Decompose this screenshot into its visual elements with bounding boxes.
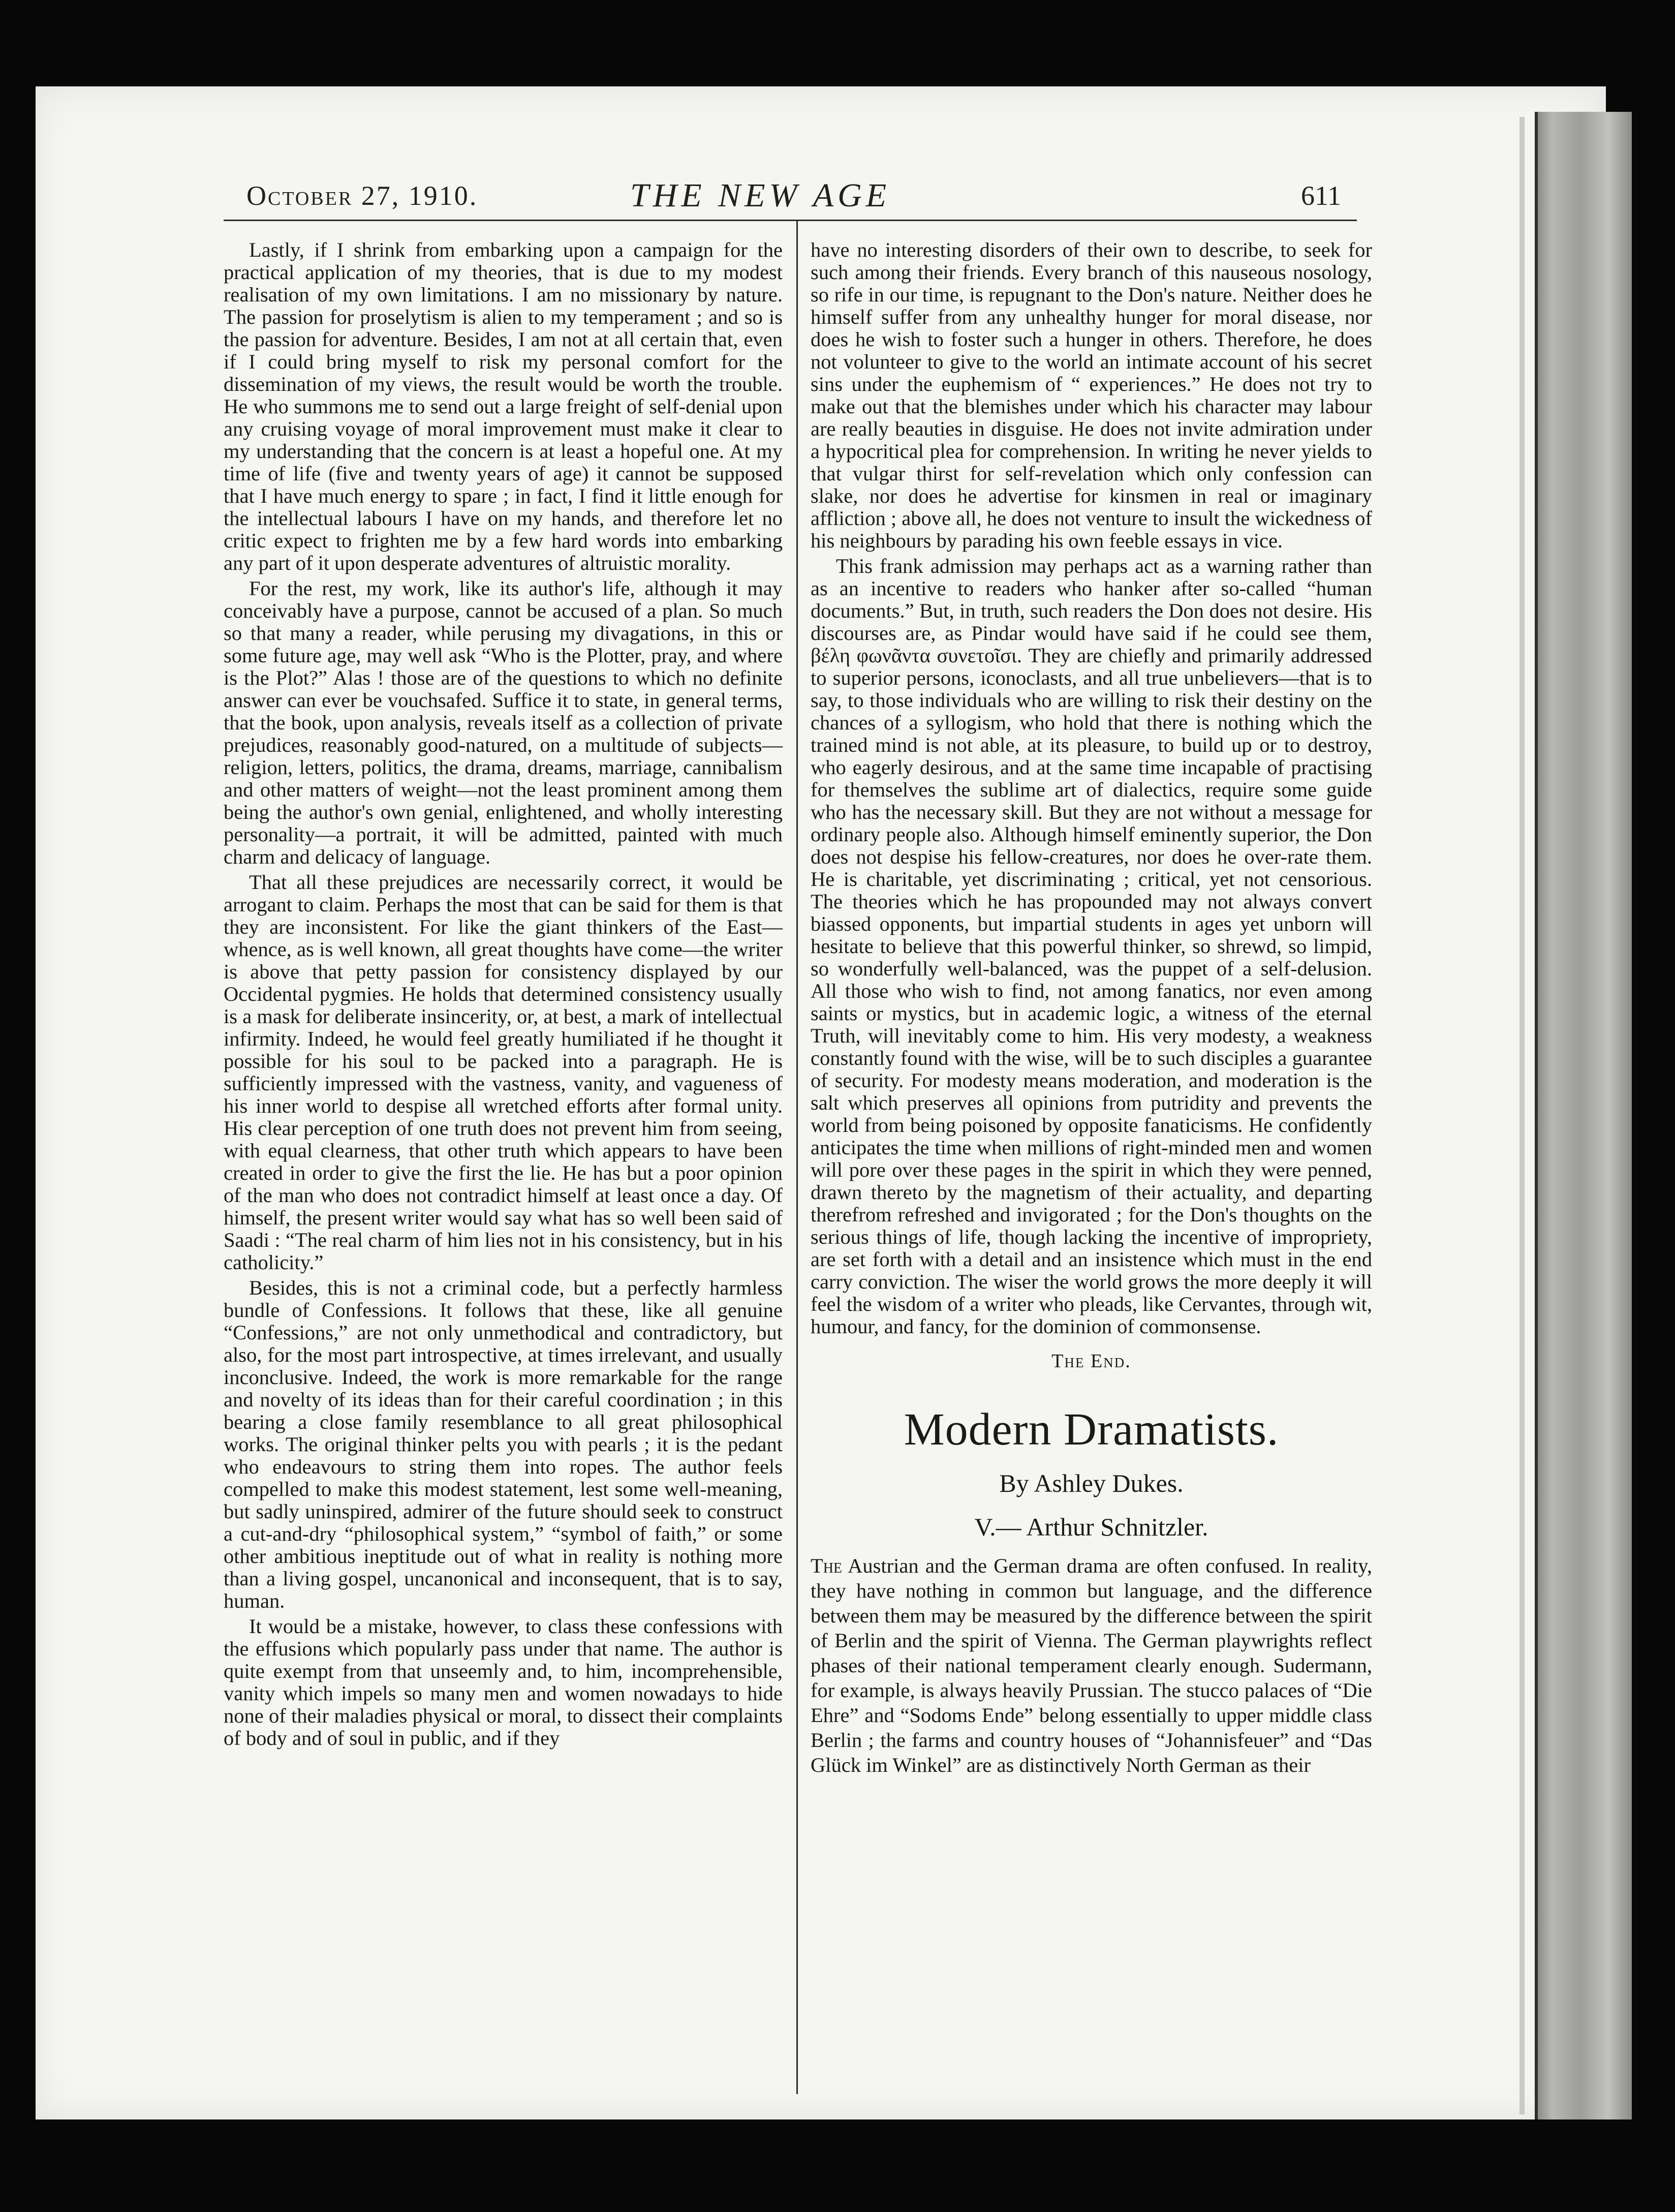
page-number: 611 bbox=[1301, 180, 1341, 211]
article-lead-in: The bbox=[811, 1554, 843, 1577]
article-title: Modern Dramatists. bbox=[904, 1404, 1279, 1455]
header-rule bbox=[224, 220, 1357, 221]
paragraph: Besides, this is not a criminal code, but a perfectly harmless bundle of Confessions. It follows that these, like all genuine “Confessions,” are not only unmethodical and contradictory, but also, for the most part introspective, at times irrelevant, and usually inconclusive. Indeed, the work is more remarkable for the range and novelty of its ideas than for their careful coordination ; in this bearing a close family resemblance to all great philosophical works. The original thinker pelts you with pearls ; it is the pedant who endeavours to string them into ropes. The author feels compelled to make this modest statement, lest some well-meaning, but sadly uninspired, admirer of the future should seek to construct a cut-and-dry “philosophical system,” “symbol of faith,” or some other ambitious ineptitude out of what in reality is nothing more than a living gospel, uncanonical and inconsequent, that is to say, human. bbox=[224, 1276, 783, 1612]
paragraph: This frank admission may perhaps act as a warning rather than as an incentive to readers who hanker after so-called “human documents.” But, in truth, such readers the Don does not desire. His discourses are, as Pindar would have said if he could see them, βέλη φωνᾶντα συνετοῖσι. They are chiefly and primarily addressed to superior persons, iconoclasts, and all true unbelievers—that is to say, to those individuals who are willing to risk their destiny on the chances of a syllogism, who hold that there is nothing which the trained mind is not able, at its pleasure, to build up or to destroy, who eagerly desirous, and at the same time incapable of practising for themselves the sublime art of dialectics, require some guide who has the necessary skill. But they are not without a message for ordinary people also. Although himself eminently superior, the Don does not despise his fellow-creatures, nor does he over-rate them. He is charitable, yet discriminating ; critical, yet not censorious. The theories which he has propounded may not always convert biassed opponents, but impartial students in ages yet unborn will hesitate to believe that this powerful thinker, so shrewd, so limpid, so wonderfully well-balanced, was the puppet of a self-delusion. All those who wish to find, not among fanatics, nor even among saints or mystics, but in academic logic, a witness of the eternal Truth, will inevitably come to him. His very modesty, a weakness constantly found with the wise, will be to such disciples a guarantee of security. For modesty means moderation, and moderation is the salt which preserves all opinions from putridity and prevents the world from being poisoned by opposite fanaticisms. He confidently anticipates the time when millions of right-minded men and women will pore over these pages in the spirit in which they were penned, drawn thereto by the magnetism of their actuality, and departing therefrom refreshed and invigorated ; for the Don's thoughts on the serious things of life, though lacking the incentive of impropriety, are set forth with a detail and an insistence which must in the end carry conviction. The wiser the world grows the more deeply it will feel the wisdom of a writer who pleads, like Cervantes, through wit, humour, and fancy, for the dominion of commonsense. bbox=[811, 555, 1372, 1338]
article-byline: By Ashley Dukes. bbox=[999, 1469, 1184, 1497]
left-column bbox=[224, 239, 783, 1749]
right-column bbox=[811, 239, 1372, 1777]
masthead: THE NEW AGE bbox=[630, 177, 891, 214]
the-end-marker: The End. bbox=[1051, 1350, 1131, 1372]
column-rule bbox=[796, 221, 798, 2094]
paragraph: It would be a mistake, however, to class these confessions with the effusions which popularly pass under that name. The author is quite exempt from that unseemly and, to him, incomprehensible, vanity which impels so many men and women nowadays to hide none of their maladies physical or moral, to dissect their complaints of body and of soul in public, and if they bbox=[224, 1615, 783, 1749]
issue-date: October 27, 1910. bbox=[246, 180, 478, 211]
paragraph: Lastly, if I shrink from embarking upon a campaign for the practical application of my theories, that is due to my modest realisation of my own limitations. I am no missionary by nature. The passion for proselytism is alien to my temperament ; and so is the passion for adventure. Besides, I am not at all certain that, even if I could bring myself to risk my personal comfort for the dissemination of my views, the result would be worth the trouble. He who summons me to send out a large freight of self-denial upon any cruising voyage of moral improvement must make it clear to my understanding that the concern is at least a hopeful one. At my time of life (five and twenty years of age) it cannot be supposed that I have much energy to spare ; in fact, I find it little enough for the intellectual labours I have on my hands, and therefore let no critic expect to frighten me by a few hard words into embarking any part of it upon desperate adventures of altruistic morality. bbox=[224, 238, 783, 574]
paragraph: have no interesting disorders of their own to describe, to seek for such among their friends. Every branch of this nauseous nosology, so rife in our time, is repugnant to the Don's nature. Neither does he himself suffer from any unhealthy hunger for moral disease, nor does he wish to foster such a hunger in others. Therefore, he does not volunteer to give to the world an intimate account of his secret sins under the euphemism of “ experiences.” He does not try to make out that the blemishes under which his character may labour are really beauties in disguise. He does not invite admiration under a hypocritical plea for comprehension. In writing he never yields to that vulgar thirst for self-revelation which only confession can slake, nor does he advertise for kinsmen in real or imaginary affliction ; above all, he does not venture to insult the wickedness of his neighbours by parading his own feeble essays in vice. bbox=[811, 238, 1372, 552]
paragraph: For the rest, my work, like its author's life, although it may conceivably have a purpose, cannot be accused of a plan. So much so that many a reader, while perusing my divagations, in this or some future age, may well ask “Who is the Plotter, pray, and where is the Plot?” Alas ! those are of the questions to which no definite answer can ever be vouchsafed. Suffice it to state, in general terms, that the book, upon analysis, reveals itself as a collection of private prejudices, reasonably good-natured, on a multitude of subjects—religion, letters, politics, the drama, dreams, marriage, cannibalism and other matters of weight—not the least prominent among them being the author's own genial, enlightened, and wholly interesting personality—a portrait, it will be admitted, painted with much charm and delicacy of language. bbox=[224, 577, 783, 868]
article-section-heading: V.— Arthur Schnitzler. bbox=[974, 1513, 1208, 1541]
article-body-text: Austrian and the German drama are often confused. In reality, they have nothing in common but language, and the difference between them may be measured by the difference between the spirit of Berlin and the spirit of Vienna. The German playwrights reflect phases of their national temperament clearly enough. Sudermann, for example, is always heavily Prussian. The stucco palaces of “Die Ehre” and “Sodoms Ende” belong essentially to upper middle class Berlin ; the farms and country houses of “Johannisfeuer” and “Das Glück im Winkel” are as distinctively North German as their bbox=[811, 1554, 1373, 1776]
page-fold-edge bbox=[1519, 117, 1525, 2114]
paragraph: That all these prejudices are necessarily correct, it would be arrogant to claim. Perhaps the most that can be said for them is that they are inconsistent. For like the giant thinkers of the East—whence, as is well known, all great thoughts have come—the writer is above that petty passion for consistency displayed by our Occidental pygmies. He holds that determined consistency usually is a mask for deliberate insincerity, or, at best, a mark of intellectual infirmity. Indeed, he would feel greatly humiliated if he thought it possible for his soul to be packed into a paragraph. He is sufficiently impressed with the vastness, vanity, and vagueness of his inner world to despise all wretched efforts after formal unity. His clear perception of one truth does not prevent him from seeing, with equal clearness, that other truth which appears to have been created in order to give the first the lie. He has but a poor opinion of the man who does not contradict himself at least once a day. Of himself, the present writer would say what has so well been said of Saadi : “The real charm of him lies not in his consistency, but in his catholicity.” bbox=[224, 871, 783, 1274]
page-fold-strip bbox=[1535, 112, 1632, 2119]
article-body bbox=[811, 1553, 1372, 1777]
